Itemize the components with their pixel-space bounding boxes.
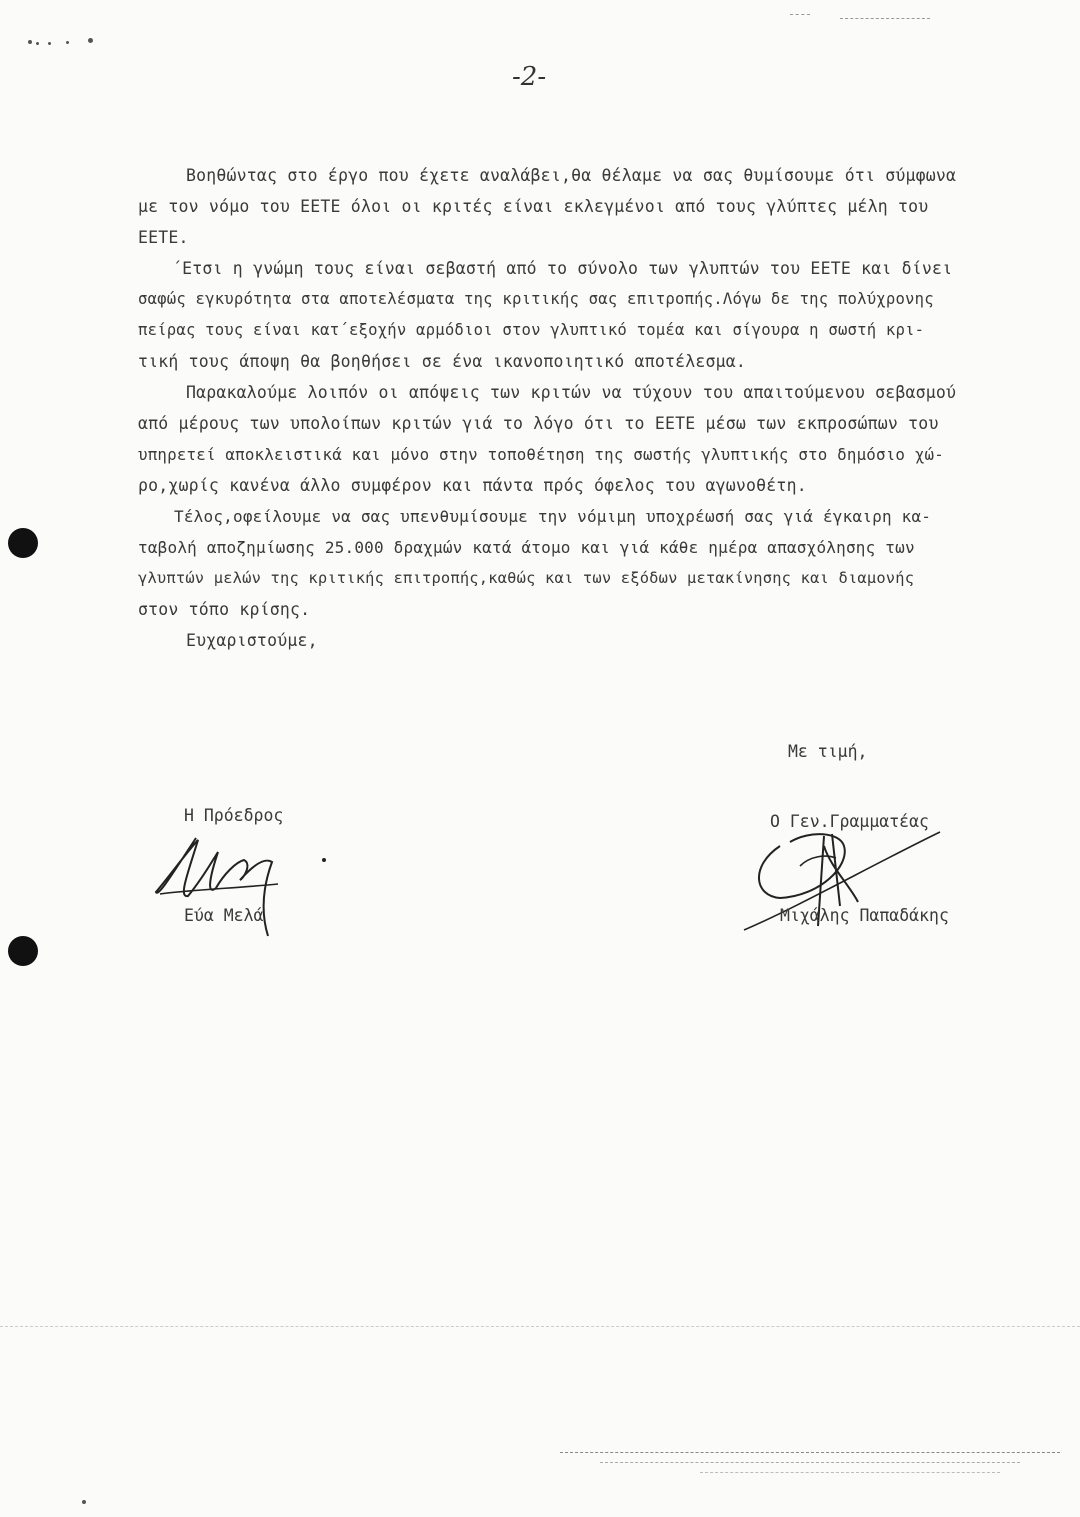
scan-line — [560, 1452, 1060, 1454]
body-line: ταβολή αποζημίωσης 25.000 δραχμών κατά άτομο και γιά κάθε ημέρα απασχόλησης των — [138, 538, 915, 557]
body-line: με τον νόμο του ΕΕΤΕ όλοι οι κριτές είναι εκλεγμένοι από τους γλύπτες μέλη του — [138, 197, 929, 216]
scan-speck — [88, 38, 93, 43]
body-line: πείρας τους είναι κατ΄εξοχήν αρμόδιοι στον γλυπτικό τομέα και σίγουρα η σωστή κρι- — [138, 321, 925, 339]
body-line: Ευχαριστούμε, — [186, 631, 318, 650]
signatory-right-title: Ο Γεν.Γραμματέας — [770, 812, 929, 831]
scan-speck — [36, 42, 39, 45]
body-line: ρο,χωρίς κανένα άλλο συμφέρον και πάντα πρός όφελος του αγωνοθέτη. — [138, 476, 807, 495]
scan-line — [600, 1462, 1020, 1464]
body-line: Βοηθώντας στο έργο που έχετε αναλάβει,θα θέλαμε να σας θυμίσουμε ότι σύμφωνα — [186, 166, 957, 185]
signatory-left-name: Εύα Μελά — [184, 906, 264, 925]
body-line: σαφώς εγκυρότητα στα αποτελέσματα της κριτικής σας επιτροπής.Λόγω δε της πολύχρονης — [138, 290, 934, 308]
body-line: υπηρετεί αποκλειστικά και μόνο στην τοποθέτηση της σωστής γλυπτικής στο δημόσιο χώ- — [138, 445, 944, 464]
body-line: από μέρους των υπολοίπων κριτών γιά το λόγο ότι το ΕΕΤΕ μέσω των εκπροσώπων του — [138, 414, 939, 433]
letter-body — [138, 160, 1050, 656]
hole-punch — [8, 936, 38, 966]
body-line: τική τους άποψη θα βοηθήσει σε ένα ικανοποιητικό αποτέλεσμα. — [138, 352, 747, 371]
scan-speck — [66, 41, 69, 44]
scan-speck — [82, 1500, 86, 1504]
body-line: Τέλος,οφείλουμε να σας υπενθυμίσουμε την νόμιμη υποχρέωσή σας γιά έγκαιρη κα- — [174, 507, 932, 526]
signatory-left-title: Η Πρόεδρος — [184, 806, 284, 825]
scan-line — [700, 1472, 1000, 1474]
scan-line — [0, 1326, 1080, 1328]
scan-line — [840, 18, 930, 20]
scan-speck — [48, 42, 51, 45]
signature-left-icon — [148, 818, 348, 948]
body-line: γλυπτών μελών της κριτικής επιτροπής,καθώς και των εξόδων μετακίνησης και διαμονής — [138, 569, 915, 587]
body-line: Παρακαλούμε λοιπόν οι απόψεις των κριτών να τύχουν του απαιτούμενου σεβασμού — [186, 383, 957, 402]
scan-line — [790, 14, 810, 16]
body-line: ΄Ετσι η γνώμη τους είναι σεβαστή από το σύνολο των γλυπτών του ΕΕΤΕ και δίνει — [172, 259, 953, 278]
body-line: στον τόπο κρίσης. — [138, 600, 311, 619]
signatory-right-name: Μιχάλης Παπαδάκης — [780, 906, 949, 925]
body-line: ΕΕΤΕ. — [138, 228, 189, 247]
page-number: -2- — [512, 62, 547, 92]
closing-salutation: Με τιμή, — [788, 742, 868, 761]
hole-punch — [8, 528, 38, 558]
scan-speck — [28, 40, 32, 44]
